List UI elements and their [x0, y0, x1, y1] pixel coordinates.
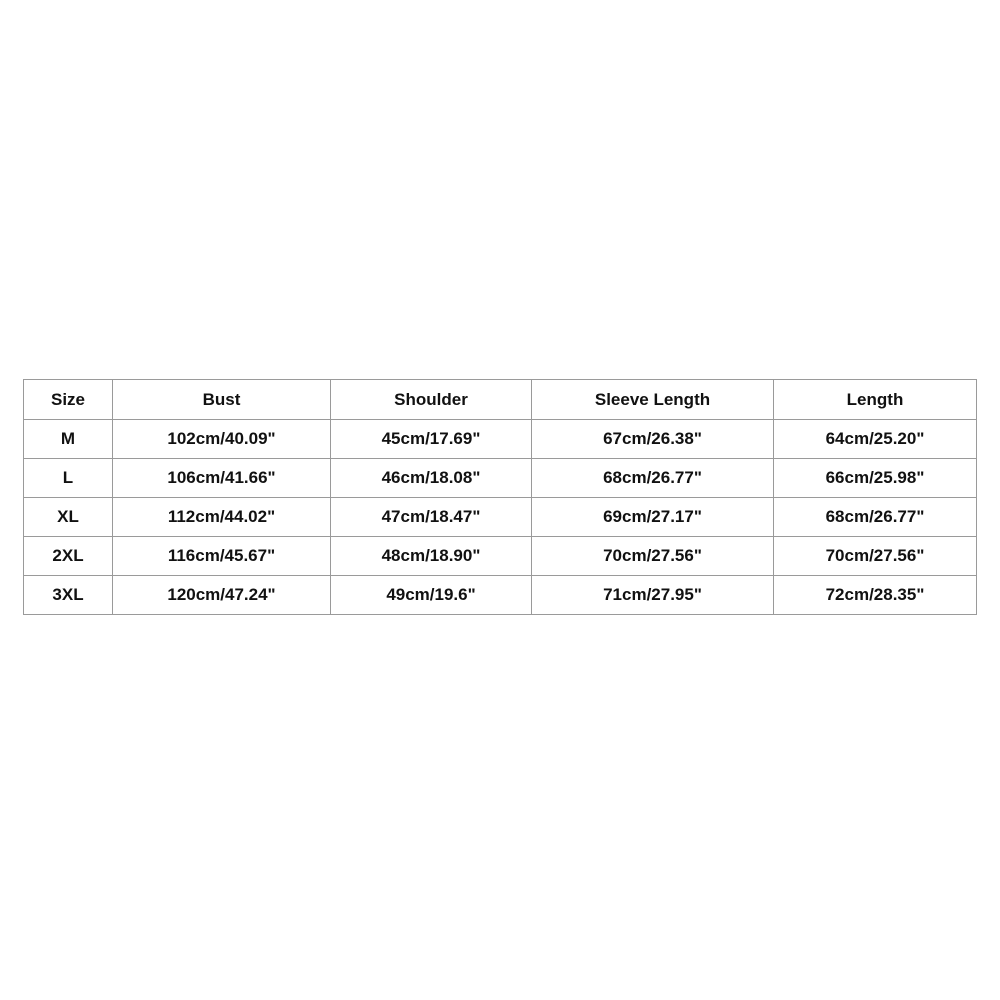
cell-shoulder: 45cm/17.69"	[331, 420, 532, 459]
cell-shoulder: 47cm/18.47"	[331, 498, 532, 537]
header-sleeve-length: Sleeve Length	[532, 380, 774, 420]
table-row	[24, 576, 977, 615]
cell-size: L	[24, 459, 113, 498]
table-row	[24, 420, 977, 459]
cell-length: 66cm/25.98"	[774, 459, 977, 498]
header-bust: Bust	[113, 380, 331, 420]
cell-shoulder: 49cm/19.6"	[331, 576, 532, 615]
header-length: Length	[774, 380, 977, 420]
cell-size: M	[24, 420, 113, 459]
cell-sleeve-length: 71cm/27.95"	[532, 576, 774, 615]
cell-size: XL	[24, 498, 113, 537]
table-header-row	[24, 380, 977, 420]
cell-sleeve-length: 70cm/27.56"	[532, 537, 774, 576]
cell-size: 2XL	[24, 537, 113, 576]
header-size: Size	[24, 380, 113, 420]
cell-shoulder: 46cm/18.08"	[331, 459, 532, 498]
cell-length: 64cm/25.20"	[774, 420, 977, 459]
cell-sleeve-length: 69cm/27.17"	[532, 498, 774, 537]
cell-bust: 102cm/40.09"	[113, 420, 331, 459]
cell-bust: 106cm/41.66"	[113, 459, 331, 498]
cell-shoulder: 48cm/18.90"	[331, 537, 532, 576]
size-chart-table	[23, 379, 977, 615]
cell-bust: 112cm/44.02"	[113, 498, 331, 537]
table-row	[24, 459, 977, 498]
table-row	[24, 537, 977, 576]
cell-length: 70cm/27.56"	[774, 537, 977, 576]
cell-size: 3XL	[24, 576, 113, 615]
cell-bust: 116cm/45.67"	[113, 537, 331, 576]
cell-sleeve-length: 68cm/26.77"	[532, 459, 774, 498]
cell-bust: 120cm/47.24"	[113, 576, 331, 615]
table-row	[24, 498, 977, 537]
cell-length: 72cm/28.35"	[774, 576, 977, 615]
cell-sleeve-length: 67cm/26.38"	[532, 420, 774, 459]
cell-length: 68cm/26.77"	[774, 498, 977, 537]
header-shoulder: Shoulder	[331, 380, 532, 420]
